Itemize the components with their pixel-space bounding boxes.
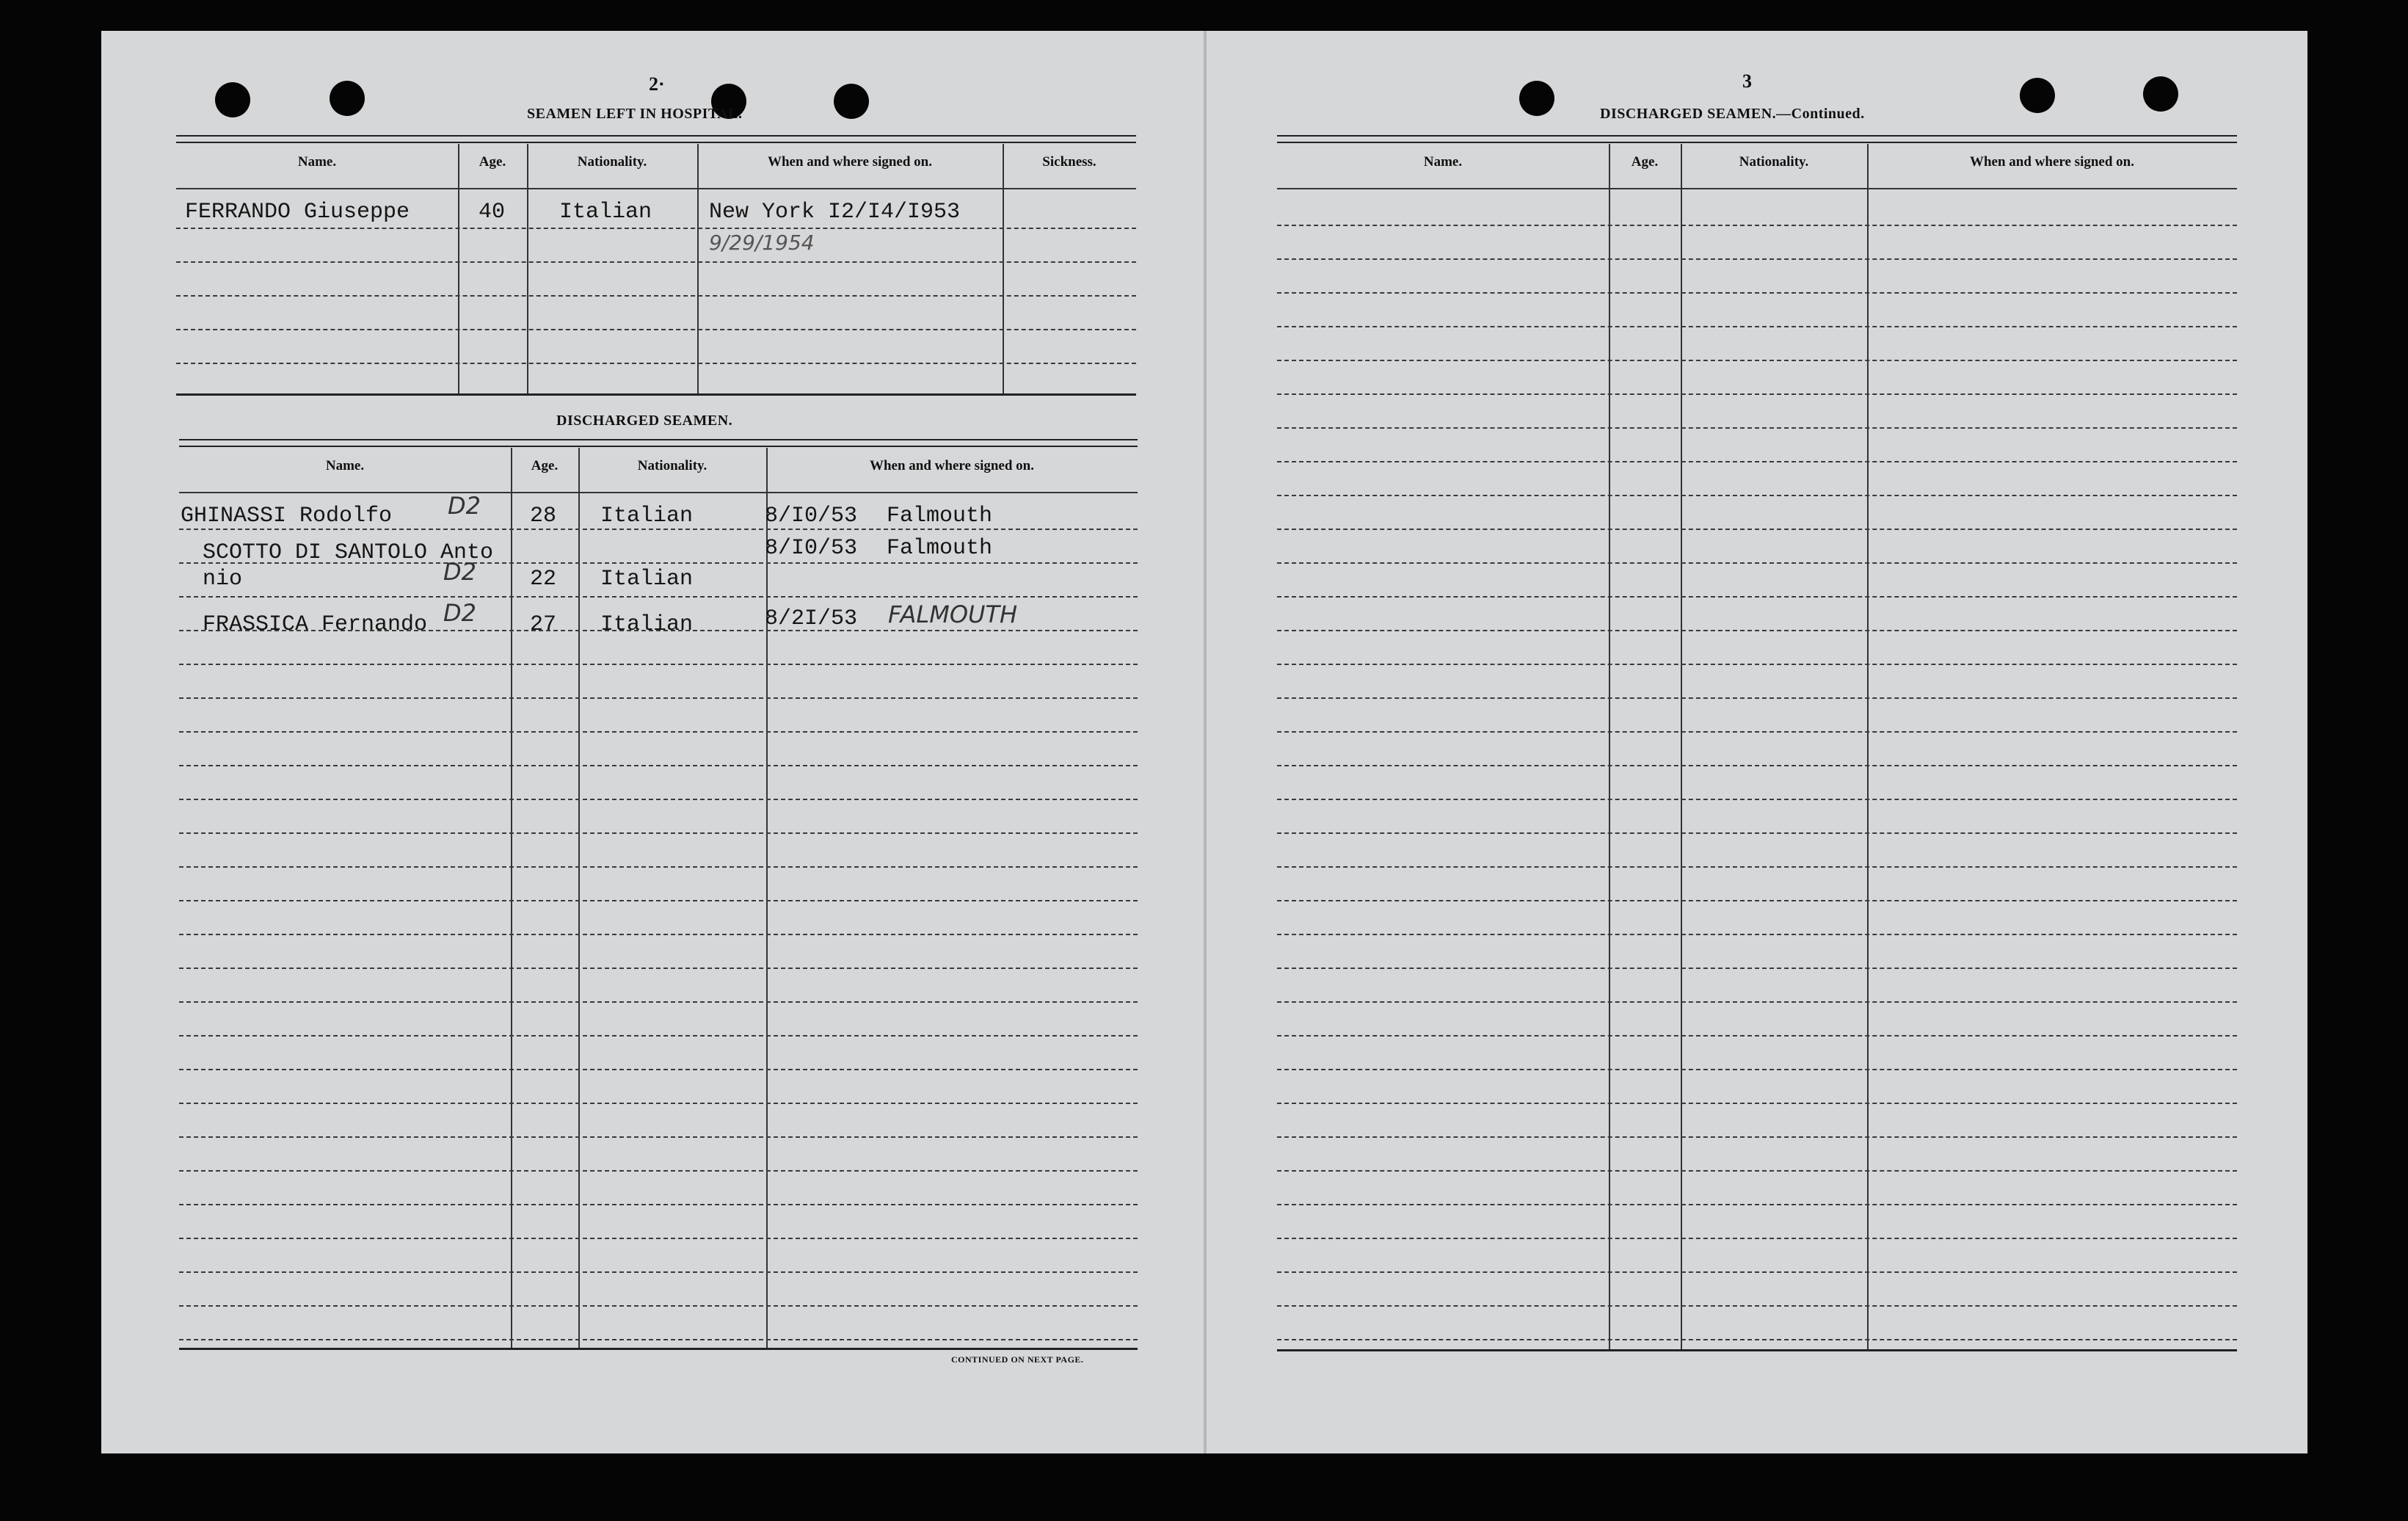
table-row <box>176 363 1136 364</box>
punch-hole <box>1519 81 1554 116</box>
header-nationality: Nationality. <box>637 458 708 473</box>
discharged-date: 8/2I/53 <box>765 606 858 631</box>
column-rule <box>766 448 768 1349</box>
table-top-rule <box>176 135 1136 143</box>
ruled-line <box>1277 360 2237 361</box>
header-rule <box>179 492 1138 493</box>
continued-note: CONTINUED ON NEXT PAGE. <box>951 1354 1084 1365</box>
ruled-line <box>1277 731 2237 733</box>
ruled-line <box>179 1271 1138 1273</box>
header-sickness: Sickness. <box>1042 154 1096 170</box>
punch-hole <box>2143 76 2178 112</box>
ruled-line <box>1277 258 2237 260</box>
ruled-line <box>179 697 1138 699</box>
ruled-line <box>1277 1103 2237 1104</box>
ruled-line <box>1277 326 2237 327</box>
ruled-line <box>1277 562 2237 564</box>
table-row <box>176 228 1136 229</box>
discharged-mark: D2 <box>448 492 481 520</box>
ruled-line <box>1277 664 2237 665</box>
page-number-left: 2· <box>649 73 665 95</box>
ruled-line <box>1277 427 2237 429</box>
table-row <box>176 261 1136 263</box>
page-fold <box>1204 31 1207 1453</box>
punch-hole <box>834 84 869 119</box>
ruled-line <box>179 1035 1138 1037</box>
ruled-line <box>179 1001 1138 1003</box>
header-signed-on: When and where signed on. <box>1969 154 2134 170</box>
ruled-line <box>179 968 1138 969</box>
ruled-line <box>1277 697 2237 699</box>
discharged-nationality: Italian <box>600 612 694 637</box>
hospital-signed-on: New York I2/I4/I953 <box>709 200 961 225</box>
discharged-name: SCOTTO DI SANTOLO Anto <box>203 540 494 565</box>
header-name: Name. <box>297 154 337 170</box>
discharged-title: DISCHARGED SEAMEN. <box>556 413 733 429</box>
punch-hole <box>215 82 250 117</box>
ruled-line <box>1277 495 2237 496</box>
column-rule <box>527 144 528 393</box>
hospital-nationality: Italian <box>559 200 652 225</box>
hospital-handwritten-date: 9/29/1954 <box>709 230 815 255</box>
header-age: Age. <box>1631 154 1659 170</box>
punch-hole <box>2020 78 2055 113</box>
table-row <box>176 329 1136 330</box>
column-rule <box>511 448 512 1349</box>
header-nationality: Nationality. <box>1739 154 1809 170</box>
ruled-line <box>179 900 1138 901</box>
hospital-title: SEAMEN LEFT IN HOSPITAL. <box>527 106 743 122</box>
discharged-nationality: Italian <box>600 567 694 592</box>
header-name: Name. <box>325 458 365 473</box>
column-rule <box>458 144 459 393</box>
header-signed-on: When and where signed on. <box>869 458 1034 473</box>
ruled-line <box>1277 1204 2237 1205</box>
table-bottom-rule <box>179 1348 1138 1350</box>
ruled-line <box>1277 1339 2237 1340</box>
discharged-place: Falmouth <box>887 536 993 561</box>
ruled-line <box>1277 1271 2237 1273</box>
column-rule <box>697 144 699 393</box>
header-name: Name. <box>1423 154 1463 170</box>
discharged-place: Falmouth <box>887 504 993 529</box>
ruled-line <box>1277 529 2237 530</box>
table-row <box>176 295 1136 297</box>
ruled-line <box>179 596 1138 598</box>
discharged-date: 8/I0/53 <box>765 536 858 561</box>
discharged-nationality: Italian <box>600 504 694 529</box>
ruled-line <box>1277 765 2237 766</box>
ruled-line <box>1277 799 2237 800</box>
ruled-line <box>1277 900 2237 901</box>
column-rule <box>578 448 580 1349</box>
ruled-line <box>179 832 1138 834</box>
ruled-line <box>179 1204 1138 1205</box>
hospital-table <box>176 135 1136 401</box>
discharged-age: 27 <box>530 612 557 637</box>
ruled-line <box>1277 968 2237 969</box>
header-age: Age. <box>531 458 559 473</box>
table-bottom-rule <box>176 393 1136 396</box>
ruled-line <box>179 1339 1138 1340</box>
discharged-age: 22 <box>530 567 557 592</box>
discharged-name-continued: nio <box>203 567 243 592</box>
ruled-line <box>179 731 1138 733</box>
header-age: Age. <box>479 154 506 170</box>
page-number-right: 3 <box>1742 70 1752 92</box>
ruled-line <box>1277 630 2237 631</box>
discharged-continued-table <box>1277 135 2237 1351</box>
ruled-line <box>1277 1305 2237 1307</box>
ruled-line <box>1277 292 2237 294</box>
discharged-name: GHINASSI Rodolfo <box>181 504 393 529</box>
ruled-line <box>179 934 1138 935</box>
table-top-rule <box>1277 135 2237 143</box>
ruled-line <box>1277 461 2237 462</box>
ruled-line <box>1277 225 2237 226</box>
discharged-mark: D2 <box>443 558 476 586</box>
ruled-line <box>179 765 1138 766</box>
ruled-line <box>1277 866 2237 868</box>
ruled-line <box>179 1170 1138 1172</box>
ruled-line <box>1277 393 2237 395</box>
table-top-rule <box>179 439 1138 447</box>
header-rule <box>1277 188 2237 189</box>
ruled-line <box>1277 1136 2237 1138</box>
table-bottom-rule <box>1277 1349 2237 1351</box>
discharged-date: 8/I0/53 <box>765 504 858 529</box>
ruled-line <box>179 1305 1138 1307</box>
discharged-place-handwritten: FALMOUTH <box>888 600 1018 628</box>
header-signed-on: When and where signed on. <box>767 154 932 170</box>
ruled-line <box>1277 1035 2237 1037</box>
ruled-line <box>179 1103 1138 1104</box>
ruled-line <box>1277 832 2237 834</box>
ruled-line <box>1277 1069 2237 1070</box>
hospital-name: FERRANDO Giuseppe <box>185 200 410 225</box>
discharged-age: 28 <box>530 504 557 529</box>
discharged-name: FRASSICA Fernando <box>203 612 428 637</box>
header-rule <box>176 188 1136 189</box>
hospital-age: 40 <box>479 200 506 225</box>
ruled-line <box>179 1136 1138 1138</box>
header-nationality: Nationality. <box>577 154 647 170</box>
ruled-line <box>1277 1001 2237 1003</box>
ruled-line <box>1277 1170 2237 1172</box>
ruled-line <box>179 664 1138 665</box>
ruled-line <box>179 529 1138 530</box>
ruled-line <box>179 1238 1138 1239</box>
ruled-line <box>179 1069 1138 1070</box>
punch-hole <box>330 81 365 116</box>
ruled-line <box>179 866 1138 868</box>
discharged-continued-title: DISCHARGED SEAMEN.—Continued. <box>1600 106 1865 122</box>
discharged-mark: D2 <box>443 599 476 627</box>
ruled-line <box>179 799 1138 800</box>
ruled-line <box>1277 1238 2237 1239</box>
ruled-line <box>1277 596 2237 598</box>
ruled-line <box>1277 934 2237 935</box>
column-rule <box>1003 144 1004 393</box>
